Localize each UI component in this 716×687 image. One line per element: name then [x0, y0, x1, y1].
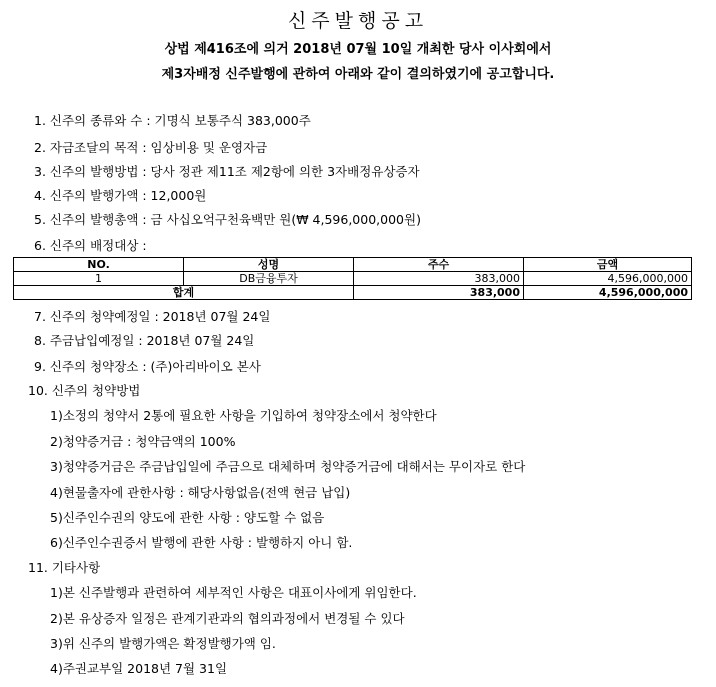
allocation-table: [13, 257, 692, 300]
notice-title: 신주발행공고: [287, 10, 429, 32]
header-amount: 금액: [524, 258, 692, 272]
header-shares: 주수: [354, 258, 524, 272]
item-11-3: 3)위 신주의 발행가액은 확정발행가액 임.: [50, 636, 276, 651]
item-9: 9. 신주의 청약장소 : (주)아리바이오 본사: [34, 359, 261, 374]
cell-name: DB금융투자: [184, 272, 354, 286]
notice-subtitle-1: 상법 제416조에 의거 2018년 07월 10일 개최한 당사 이사회에서: [164, 42, 552, 57]
total-shares: 383,000: [354, 286, 524, 300]
cell-shares: 383,000: [354, 272, 524, 286]
item-11: 11. 기타사항: [28, 560, 101, 575]
item-10-1: 1)소정의 청약서 2통에 필요한 사항을 기입하여 청약장소에서 청약한다: [50, 408, 437, 423]
item-8: 8. 주금납입예정일 : 2018년 07월 24일: [34, 333, 255, 348]
item-6: 6. 신주의 배정대상 :: [34, 238, 147, 253]
item-11-4: 4)주권교부일 2018년 7월 31일: [50, 661, 228, 676]
notice-subtitle-2: 제3자배정 신주발행에 관하여 아래와 같이 결의하였기에 공고합니다.: [161, 67, 555, 82]
item-7: 7. 신주의 청약예정일 : 2018년 07월 24일: [34, 309, 271, 324]
header-name: 성명: [184, 258, 354, 272]
table-total-row: [14, 286, 692, 300]
item-11-2: 2)본 유상증자 일정은 관계기관과의 협의과정에서 변경될 수 있다: [50, 611, 405, 626]
table-row: [14, 272, 692, 286]
cell-no: 1: [14, 272, 184, 286]
header-no: NO.: [14, 258, 184, 272]
item-10-6: 6)신주인수권증서 발행에 관한 사항 : 발행하지 아니 함.: [50, 535, 353, 550]
item-10-5: 5)신주인수권의 양도에 관한 사항 : 양도할 수 없음: [50, 510, 325, 525]
total-amount: 4,596,000,000: [524, 286, 692, 300]
item-10-4: 4)현물출자에 관한사항 : 해당사항없음(전액 현금 납입): [50, 485, 351, 500]
item-5: 5. 신주의 발행총액 : 금 사십오억구천육백만 원(₩ 4,596,000,000원): [34, 212, 421, 227]
item-10: 10. 신주의 청약방법: [28, 383, 141, 398]
item-11-1: 1)본 신주발행과 관련하여 세부적인 사항은 대표이사에게 위임한다.: [50, 585, 417, 600]
item-2: 2. 자금조달의 목적 : 임상비용 및 운영자금: [34, 140, 268, 155]
item-1: 1. 신주의 종류와 수 : 기명식 보통주식 383,000주: [34, 113, 311, 128]
item-3: 3. 신주의 발행방법 : 당사 정관 제11조 제2항에 의한 3자배정유상증자: [34, 164, 420, 179]
item-10-2: 2)청약증거금 : 청약금액의 100%: [50, 434, 236, 449]
cell-amount: 4,596,000,000: [524, 272, 692, 286]
total-label: 합계: [14, 286, 354, 300]
item-4: 4. 신주의 발행가액 : 12,000원: [34, 188, 207, 203]
item-10-3: 3)청약증거금은 주금납입일에 주금으로 대체하며 청약증거금에 대해서는 무이자로 한다: [50, 459, 526, 474]
table-header-row: [14, 258, 692, 272]
